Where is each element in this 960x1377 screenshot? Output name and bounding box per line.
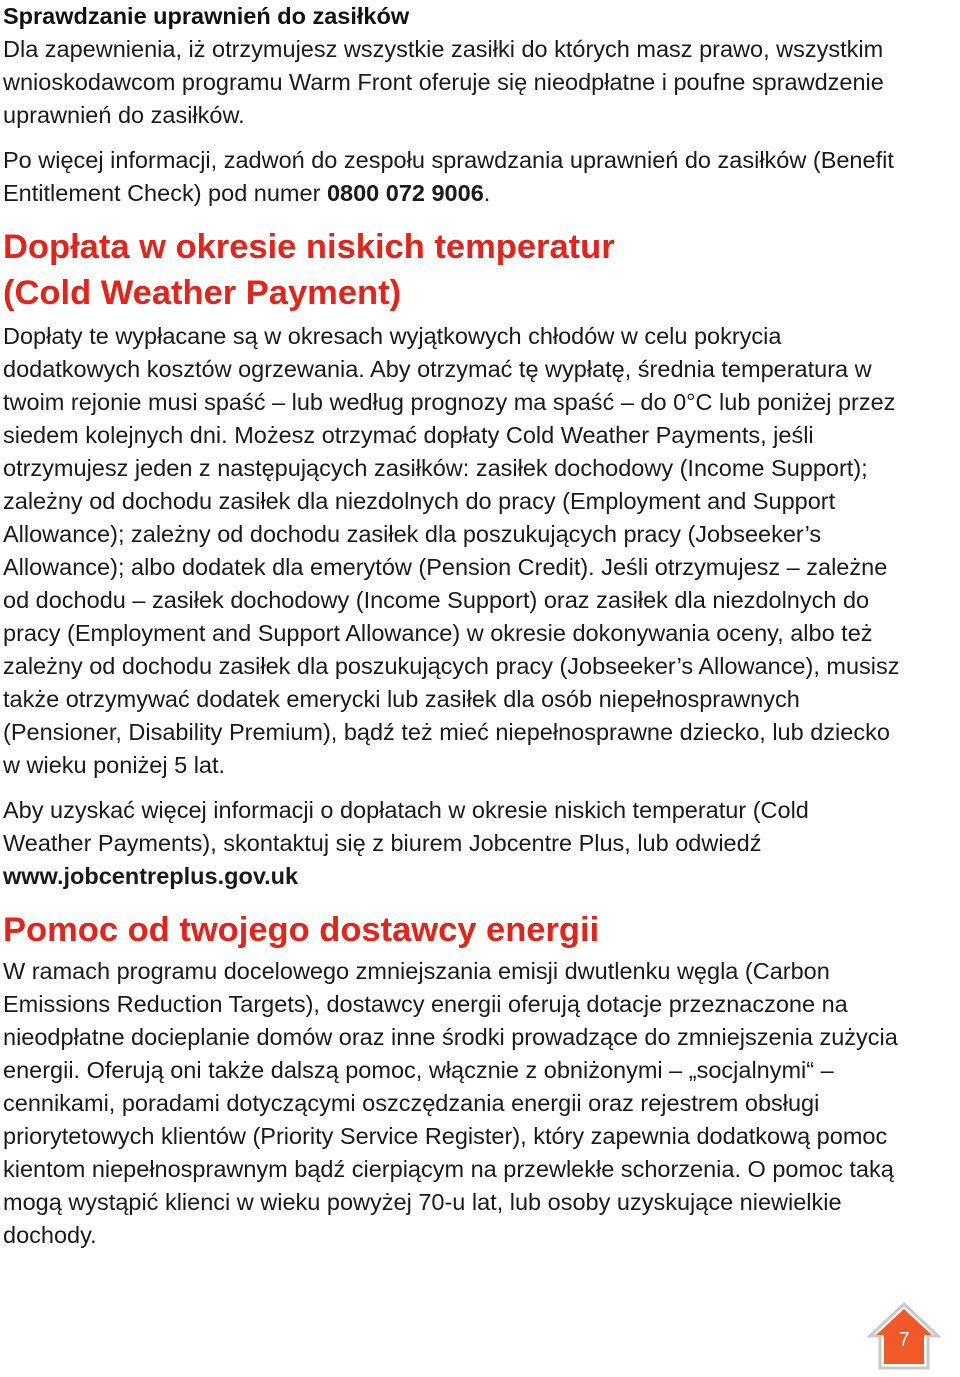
energy-supplier-description: W ramach programu docelowego zmniejszania emisji dwutlenku węgla (Carbon Emissions Reduction Targets), dostawcy energii oferują dotacje przeznaczone na nieodpłatne docieplanie domów oraz inne środki prowadzące do zmniejszenia zużycia energii. Oferują oni także dalszą pomoc, włącznie z obniżonymi – „socjalnymi“ – cennikami, poradami dotyczącymi oszczędzania energii oraz rejestrem obsługi priorytetowych klientów (Priority Service Register), który zapewnia dodatkową pomoc kientom niepełnosprawnym bądź cierpiącym na przewlekłe schorzenia. O pomoc taką mogą wystąpić klienci w wieku powyżej 70-u lat, lub osoby uzyskujące niewielkie dochody.: [3, 958, 898, 1248]
document-page: [3, 0, 903, 1252]
cold-weather-heading-line1: Dopłata w okresie niskich temperatur: [3, 228, 615, 266]
cold-weather-contact: [3, 794, 903, 893]
benefit-check-phone: 0800 072 9006: [326, 180, 484, 206]
energy-supplier-heading: Pomoc od twojego dostawcy energii: [3, 911, 600, 949]
cold-weather-contact-text: Aby uzyskać więcej informacji o dopłatach w okresie niskich temperatur (Cold Weather Payments), skontaktuj się z biurem Jobcentre Plus, lub odwiedź: [3, 797, 809, 856]
jobcentre-link[interactable]: www.jobcentreplus.gov.uk: [3, 863, 299, 889]
page-number: 7: [898, 1329, 910, 1351]
page-number-badge: [866, 1300, 942, 1372]
cold-weather-heading: [3, 224, 903, 316]
benefit-check-heading: Sprawdzanie uprawnień do zasiłków: [3, 3, 410, 29]
cold-weather-description: Dopłaty te wypłacane są w okresach wyjątkowych chłodów w celu pokrycia dodatkowych kosztów ogrzewania. Aby otrzymać tę wypłatę, średnia temperatura w twoim rejonie musi spaść – lub według prognozy ma spaść – do 0°C lub poniżej przez siedem kolejnych dni. Możesz otrzymać dopłaty Cold Weather Payments, jeśli otrzymujesz jeden z następujących zasiłków: zasiłek dochodowy (Income Support); zależny od dochodu zasiłek dla niezdolnych do pracy (Employment and Support Allowance); zależny od dochodu zasiłek dla poszukujących pracy (Jobseeker’s Allowance); albo dodatek dla emerytów (Pension Credit). Jeśli otrzymujesz – zależne od dochodu – zasiłek dochodowy (Income Support) oraz zasiłek dla niezdolnych do pracy (Employment and Support Allowance) w okresie dokonywania oceny, albo też zależny od dochodu zasiłek dla poszukujących pracy (Jobseeker’s Allowance), musisz także otrzymywać dodatek emerycki lub zasiłek dla osób niepełnosprawnych (Pensioner, Disability Premium), bądź też mieć niepełnosprawne dziecko, lub dziecko w wieku poniżej 5 lat.: [3, 323, 900, 778]
benefit-check-contact-end: .: [483, 180, 491, 206]
benefit-check-intro: Dla zapewnienia, iż otrzymujesz wszystkie zasiłki do których masz prawo, wszystkim wnioskodawcom programu Warm Front oferuje się nieodpłatne i poufne sprawdzenie uprawnień do zasiłków.: [3, 36, 884, 128]
benefit-check-contact: [3, 144, 903, 210]
cold-weather-heading-line2: (Cold Weather Payment): [3, 274, 402, 312]
benefit-check-contact-text: Po więcej informacji, zadwoń do zespołu sprawdzania uprawnień do zasiłków (Benefit Entitlement Check) pod numer: [3, 147, 894, 206]
